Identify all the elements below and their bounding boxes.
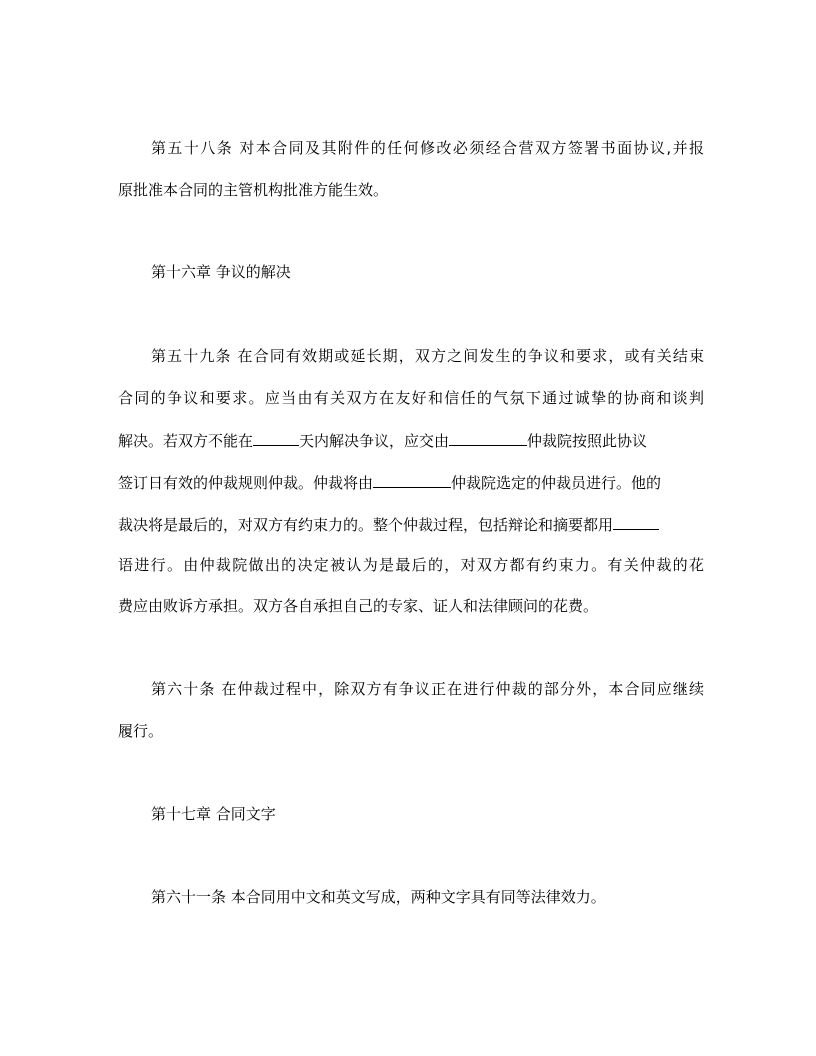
article-59-line-5 bbox=[118, 513, 704, 535]
article-58-line-2: 原批准本合同的主管机构批准方能生效。 bbox=[118, 181, 389, 199]
article-59-line-4 bbox=[118, 471, 704, 493]
chapter-16-heading: 第十六章 争议的解决 bbox=[151, 263, 291, 281]
days-blank bbox=[253, 429, 299, 446]
article-60-line-1: 第六十条 在仲裁过程中，除双方有争议正在进行仲裁的部分外，本合同应继续 bbox=[151, 680, 704, 698]
article-59-line-6: 语进行。由仲裁院做出的决定被认为是最后的，对双方都有约束力。有关仲裁的花 bbox=[118, 556, 704, 574]
article-59-line-3 bbox=[118, 429, 704, 451]
article-59-line-3-part-1: 解决。若双方不能在 bbox=[118, 432, 254, 450]
article-60-line-2: 履行。 bbox=[118, 722, 164, 740]
article-58-line-1: 第五十八条 对本合同及其附件的任何修改必须经合营双方签署书面协议,并报 bbox=[151, 139, 704, 157]
language-blank bbox=[613, 513, 659, 530]
article-61: 第六十一条 本合同用中文和英文写成，两种文字具有同等法律效力。 bbox=[151, 888, 606, 906]
article-59-line-7: 费应由败诉方承担。双方各自承担自己的专家、证人和法律顾问的花费。 bbox=[118, 597, 599, 615]
article-59-line-3-part-3: 仲裁院按照此协议 bbox=[527, 432, 648, 450]
chapter-17-heading: 第十七章 合同文字 bbox=[151, 805, 276, 823]
article-59-line-4-part-1: 签订日有效的仲裁规则仲裁。仲裁将由 bbox=[118, 474, 374, 492]
article-59-line-3-part-2: 天内解决争议，应交由 bbox=[299, 432, 450, 450]
article-59-line-4-part-2: 仲裁院选定的仲裁员进行。他的 bbox=[451, 474, 662, 492]
article-59-line-5-text: 裁决将是最后的，对双方有约束力的。整个仲裁过程，包括辩论和摘要都用 bbox=[118, 516, 614, 534]
arbitration-institute-blank bbox=[449, 429, 527, 446]
article-59-line-2: 合同的争议和要求。应当由有关双方在友好和信任的气氛下通过诚挚的协商和谈判 bbox=[118, 389, 704, 407]
arbitration-court-blank bbox=[373, 471, 451, 488]
article-59-line-1: 第五十九条 在合同有效期或延长期，双方之间发生的争议和要求，或有关结束 bbox=[151, 347, 704, 365]
